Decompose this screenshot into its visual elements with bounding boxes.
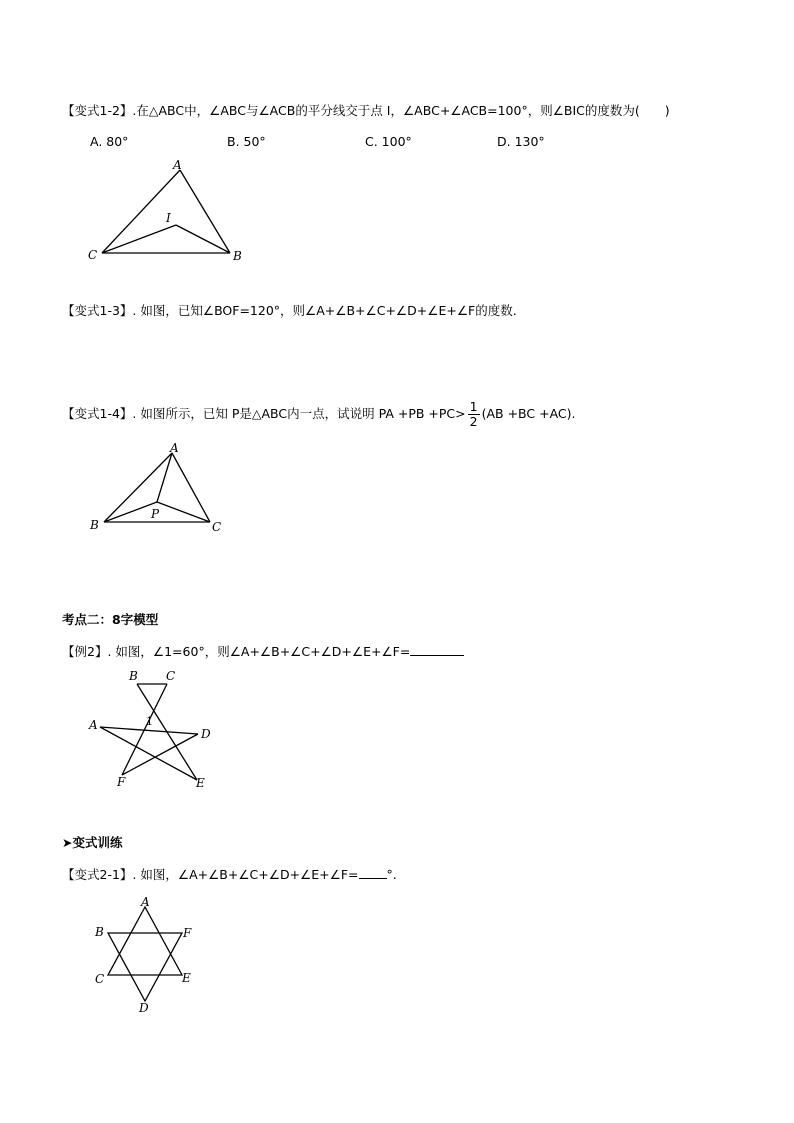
label-c: C [212,520,222,534]
label-a: A [170,441,179,455]
problem-2-1-text [62,866,397,883]
bisector-ci [102,225,176,253]
label-f: F [183,926,192,940]
label-b: B [90,518,99,532]
label-c: C [95,972,105,986]
problem-2-1-suffix: °. [386,867,397,882]
triangle-bfd [108,933,182,1001]
fraction-half [468,400,480,429]
label-a: A [173,158,182,172]
segment-ad [100,727,198,734]
example-2-text [62,643,464,660]
fraction-denominator: 2 [469,414,478,429]
figure-hexagram [88,893,208,1015]
figure-triangle-incenter [80,155,260,270]
problem-1-4-text [62,400,575,429]
segment-fd [122,734,198,775]
figure-eight-model [82,662,232,797]
choice-a: A. 80° [90,134,129,149]
segment-pb [104,502,157,522]
section-2-title: 考点二：8字模型 [62,612,159,627]
label-b: B [129,669,138,683]
label-angle-1: 1 [146,715,153,728]
label-i: I [166,211,171,225]
label-e: E [196,776,205,790]
segment-pc [157,502,210,522]
label-c: C [88,248,98,262]
answer-blank [359,866,387,879]
label-b: B [233,249,242,263]
answer-blank [410,643,464,656]
edge-ac [172,453,210,522]
label-c: C [166,669,176,683]
label-p: P [151,507,160,521]
fraction-numerator: 1 [469,399,478,414]
example-2-question: 【例2】. 如图，∠1=60°，则∠A+∠B+∠C+∠D+∠E+∠F= [62,644,411,659]
figure-triangle-point-p [82,438,242,538]
label-b: B [95,925,104,939]
label-e: E [182,971,191,985]
choice-b: B. 50° [227,134,266,149]
segment-ae [100,727,197,780]
label-d: D [139,1001,149,1015]
label-d: D [201,727,211,741]
problem-2-1-question: 【变式2-1】. 如图，∠A+∠B+∠C+∠D+∠E+∠F= [62,867,359,882]
problem-1-4-text-after: (AB +BC +AC). [481,406,576,421]
choice-d: D. 130° [497,134,545,149]
problem-1-2-text: 【变式1-2】.在△ABC中，∠ABC与∠ACB的平分线交于点 I，∠ABC+∠ACB=100°，则∠BIC的度数为( ) [62,103,670,118]
problem-1-3-text: 【变式1-3】. 如图，已知∠BOF=120°，则∠A+∠B+∠C+∠D+∠E+∠F的度数. [62,303,517,318]
label-f: F [117,775,126,789]
label-a: A [141,895,150,909]
training-title: ➤变式训练 [62,835,123,850]
triangle-ace [108,907,182,975]
problem-1-4-text-before: 【变式1-4】. 如图所示，已知 P是△ABC内一点，试说明 PA +PB +PC> [62,406,466,421]
choice-c: C. 100° [365,134,412,149]
label-a: A [89,718,98,732]
